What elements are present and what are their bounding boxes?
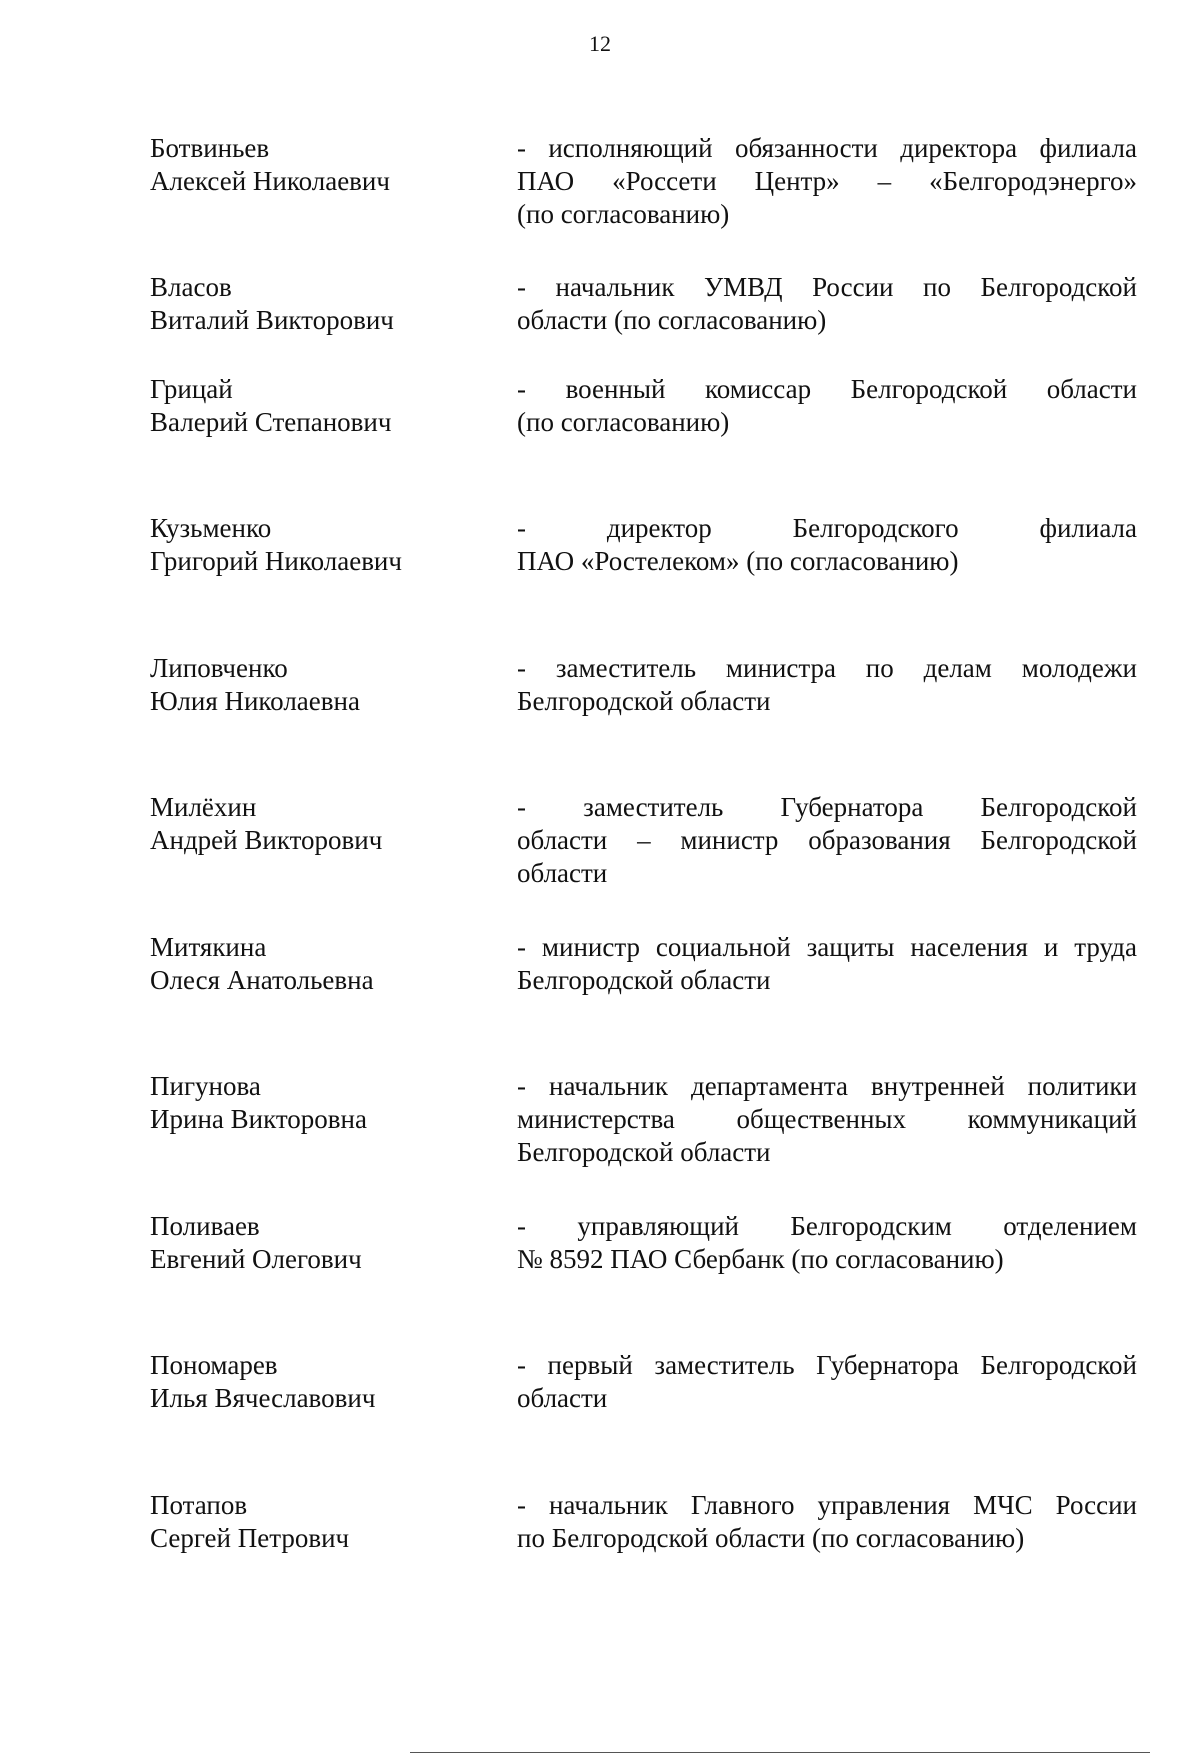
role-line: - заместитель министра по делам молодежи	[517, 653, 1137, 683]
scan-edge-line	[410, 1752, 1150, 1753]
role-line: - начальник департамента внутренней политики	[517, 1071, 1137, 1101]
member-role	[517, 1489, 1137, 1555]
member-role	[517, 652, 1137, 718]
member-surname: Милёхин	[150, 792, 257, 822]
role-line: Белгородской области	[517, 965, 771, 995]
member-name	[150, 271, 490, 337]
member-surname: Митякина	[150, 932, 267, 962]
member-role	[517, 512, 1137, 578]
member-name	[150, 1349, 490, 1415]
role-line: - министр социальной защиты населения и труда	[517, 932, 1137, 962]
member-given-names: Алексей Николаевич	[150, 166, 390, 196]
member-role	[517, 373, 1137, 439]
member-name	[150, 652, 490, 718]
member-name	[150, 1210, 490, 1276]
role-line: ПАО «Ростелеком» (по согласованию)	[517, 546, 959, 576]
role-line: области	[517, 858, 608, 888]
member-name	[150, 1070, 490, 1136]
member-role	[517, 271, 1137, 337]
member-name	[150, 1489, 490, 1555]
role-line: - заместитель Губернатора Белгородской	[517, 792, 1137, 822]
member-given-names: Григорий Николаевич	[150, 546, 402, 576]
member-name	[150, 512, 490, 578]
member-surname: Липовченко	[150, 653, 288, 683]
member-surname: Кузьменко	[150, 513, 272, 543]
member-surname: Потапов	[150, 1490, 248, 1520]
member-role	[517, 791, 1137, 890]
role-line: - управляющий Белгородским отделением	[517, 1211, 1137, 1241]
role-line: - начальник Главного управления МЧС России	[517, 1490, 1137, 1520]
role-line: (по согласованию)	[517, 407, 730, 437]
member-surname: Пигунова	[150, 1071, 261, 1101]
member-role	[517, 931, 1137, 997]
member-name	[150, 791, 490, 857]
role-line: (по согласованию)	[517, 199, 730, 229]
member-given-names: Виталий Викторович	[150, 305, 394, 335]
member-role	[517, 132, 1137, 231]
role-line: - военный комиссар Белгородской области	[517, 374, 1137, 404]
member-given-names: Ирина Викторовна	[150, 1104, 367, 1134]
member-given-names: Юлия Николаевна	[150, 686, 360, 716]
role-line: - начальник УМВД России по Белгородской	[517, 272, 1137, 302]
member-surname: Ботвиньев	[150, 133, 270, 163]
role-line: области	[517, 1383, 608, 1413]
member-given-names: Андрей Викторович	[150, 825, 383, 855]
role-line: Белгородской области	[517, 686, 771, 716]
page-number: 12	[589, 31, 611, 56]
member-name	[150, 931, 490, 997]
role-line: - директор Белгородского филиала	[517, 513, 1137, 543]
role-line: Белгородской области	[517, 1137, 771, 1167]
role-line: министерства общественных коммуникаций	[517, 1104, 1137, 1134]
member-role	[517, 1210, 1137, 1276]
member-name	[150, 373, 490, 439]
role-line: области – министр образования Белгородской	[517, 825, 1137, 855]
member-surname: Власов	[150, 272, 232, 302]
member-given-names: Олеся Анатольевна	[150, 965, 374, 995]
role-line: - исполняющий обязанности директора филиала	[517, 133, 1137, 163]
member-given-names: Сергей Петрович	[150, 1523, 350, 1553]
member-surname: Поливаев	[150, 1211, 260, 1241]
role-line: - первый заместитель Губернатора Белгородской	[517, 1350, 1137, 1380]
member-role	[517, 1349, 1137, 1415]
member-given-names: Илья Вячеславович	[150, 1383, 376, 1413]
member-role	[517, 1070, 1137, 1169]
role-line: по Белгородской области (по согласованию)	[517, 1523, 1025, 1553]
member-given-names: Валерий Степанович	[150, 407, 392, 437]
member-surname: Грицай	[150, 374, 233, 404]
role-line: ПАО «Россети Центр» – «Белгородэнерго»	[517, 166, 1137, 196]
member-surname: Пономарев	[150, 1350, 278, 1380]
member-given-names: Евгений Олегович	[150, 1244, 362, 1274]
member-name	[150, 132, 490, 198]
role-line: области (по согласованию)	[517, 305, 827, 335]
role-line: № 8592 ПАО Сбербанк (по согласованию)	[517, 1244, 1004, 1274]
